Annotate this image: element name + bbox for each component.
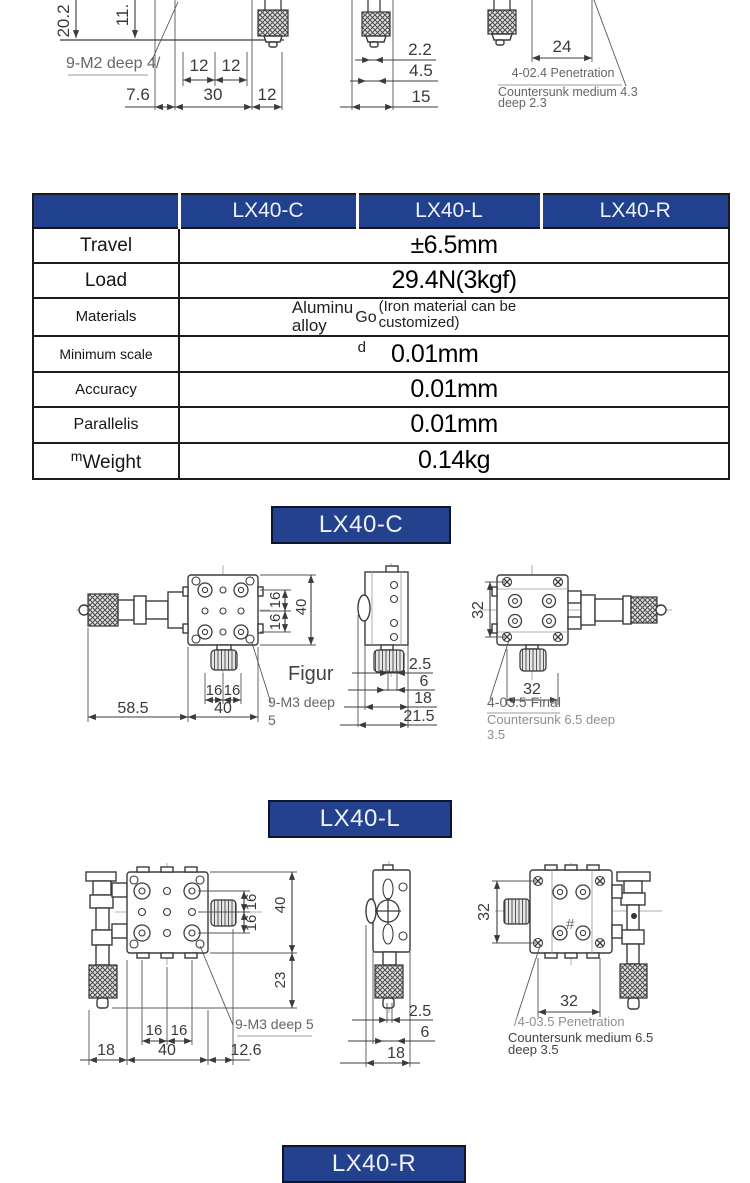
- dim-label: 6: [419, 673, 429, 690]
- spec-table: [32, 193, 730, 480]
- lx40c-middle-view: [340, 563, 437, 728]
- dim-label: 16: [205, 682, 223, 699]
- adjust-knob: [504, 899, 529, 924]
- materials-line2: alloy: [291, 315, 327, 335]
- micrometer-knob: [362, 12, 390, 47]
- section-title-lx40r: LX40-R: [282, 1145, 466, 1183]
- dim-label: 16: [267, 613, 284, 631]
- annotation: Countersunk 6.5 deep: [487, 712, 615, 727]
- header-empty-cell: [33, 194, 179, 228]
- dim-label: 7.6: [126, 85, 150, 104]
- lx40c-drawing: [0, 545, 750, 795]
- adjust-knob: [374, 645, 404, 672]
- table-row: [33, 336, 729, 372]
- materials-line1: Aluminu: [291, 298, 354, 317]
- micrometer: [568, 591, 666, 629]
- materials-mid: Go: [355, 309, 377, 326]
- figure-label: Figur: [288, 663, 334, 685]
- dim-label: 40: [272, 896, 289, 914]
- hash-mark: #: [566, 916, 575, 933]
- dim-label: 15: [411, 87, 431, 106]
- dim-label: 23: [272, 971, 289, 989]
- dim-label: 4.5: [409, 61, 433, 80]
- annotation: Countersunk medium 6.5: [508, 1030, 654, 1045]
- dim-label: 58.5: [117, 700, 149, 717]
- dim-label: 40: [214, 700, 232, 717]
- dim-label: 21.5: [403, 708, 435, 725]
- micrometer: [612, 872, 650, 1009]
- dim-label: 40: [293, 598, 310, 616]
- row-label-accuracy: Accuracy: [33, 372, 179, 407]
- dim-label: 20.2: [54, 4, 73, 38]
- annotation: 9-M3 deep 5: [235, 1016, 314, 1032]
- dim-label: 12: [221, 56, 241, 75]
- dim-label: 32: [523, 681, 541, 698]
- parallelism-wrap-char: m: [70, 447, 83, 464]
- dim-label: 16: [170, 1022, 188, 1039]
- top-right-view: [488, 0, 638, 110]
- top-dimension-drawing: [0, 0, 750, 170]
- dim-label: 40: [158, 1042, 176, 1059]
- table-row: [33, 407, 729, 443]
- row-value-minscale: [179, 336, 729, 372]
- row-value-materials: [179, 298, 729, 336]
- adjust-knob: [211, 900, 236, 926]
- top-middle-view: [340, 0, 438, 110]
- dim-label: 24: [552, 37, 572, 56]
- materials-note2: customized): [378, 313, 460, 331]
- top-left-view: [54, 0, 288, 110]
- table-header-row: [33, 194, 729, 228]
- adjust-knob: [520, 645, 546, 671]
- row-value-accuracy: 0.01mm: [179, 372, 729, 407]
- annotation: /4-03.5 Penetration: [514, 1014, 625, 1029]
- dim-label: 16: [267, 591, 284, 609]
- dim-label: 16: [145, 1022, 163, 1039]
- row-label-load: Load: [33, 263, 179, 298]
- dim-label: 32: [560, 993, 578, 1010]
- row-value-parallelism: 0.01mm: [179, 407, 729, 443]
- minscale-value: 0.01mm: [391, 339, 479, 368]
- table-row: [33, 263, 729, 298]
- dim-label: 18: [97, 1042, 115, 1059]
- dim-label: 16: [223, 682, 241, 699]
- row-label-parallelism: Parallelis: [33, 407, 179, 443]
- dim-label: 30: [203, 85, 223, 104]
- annotation: 3.5: [487, 727, 506, 742]
- row-label-minscale: Minimum scale: [33, 336, 179, 372]
- dim-label: 2.5: [408, 1003, 432, 1020]
- dim-label: 11.: [113, 3, 132, 27]
- row-value-travel: ±6.5mm: [179, 228, 729, 263]
- table-row: [33, 443, 729, 479]
- adjust-knob: [375, 952, 403, 1008]
- lx40l-middle-view: [340, 861, 435, 1067]
- lx40l-right-view: [476, 863, 662, 1057]
- micrometer: [86, 872, 127, 1008]
- dim-label: 18: [414, 690, 432, 707]
- annotation: 9-M2 deep 4/: [66, 55, 161, 72]
- row-label-travel: Travel: [33, 228, 179, 263]
- annotation: 5: [268, 712, 276, 728]
- section-title-lx40l: LX40-L: [268, 800, 452, 838]
- annotation: 4-02.4 Penetration: [511, 66, 615, 80]
- header-lx40l: LX40-L: [357, 194, 541, 228]
- header-lx40r: LX40-R: [541, 194, 729, 228]
- row-label-materials: Materials: [33, 298, 179, 336]
- dim-label: 12: [257, 85, 277, 104]
- lx40c-left-view: [76, 565, 335, 728]
- dim-label: 16: [243, 893, 260, 911]
- section-title-lx40c: LX40-C: [271, 506, 451, 544]
- dim-label: 2.2: [408, 40, 432, 59]
- row-value-load: 29.4N(3kgf): [179, 263, 729, 298]
- micrometer: [79, 592, 188, 628]
- dim-label: 18: [387, 1045, 405, 1062]
- table-row: [33, 228, 729, 263]
- dim-label: 6: [420, 1024, 430, 1041]
- row-label-weight: $^m$Weight: [33, 443, 179, 479]
- lx40l-drawing: [0, 845, 750, 1080]
- annotation: deep 3.5: [508, 1042, 559, 1057]
- annotation: 9-M3 deep: [268, 694, 335, 710]
- annotation: Countersunk medium 4.3: [498, 85, 638, 99]
- dim-label: 32: [470, 601, 487, 619]
- lx40c-right-view: [470, 565, 672, 742]
- lx40l-left-view: [80, 863, 314, 1065]
- header-lx40c: LX40-C: [179, 194, 357, 228]
- dim-label: 16: [243, 914, 260, 932]
- table-row: [33, 372, 729, 407]
- dim-label: 2.5: [408, 656, 432, 673]
- dim-label: 32: [476, 903, 493, 921]
- annotation: deep 2.3: [498, 96, 547, 110]
- row-value-weight: 0.14kg: [179, 443, 729, 479]
- dim-label: 12: [189, 56, 209, 75]
- dim-label: 12.6: [230, 1042, 262, 1059]
- adjust-knob: [211, 645, 237, 670]
- materials-note1: (Iron material can be: [378, 298, 517, 315]
- annotation: 4-03.5 Final: [487, 694, 561, 710]
- minscale-prefix: d: [357, 338, 367, 356]
- micrometer-knob: [488, 0, 516, 45]
- table-row: [33, 298, 729, 336]
